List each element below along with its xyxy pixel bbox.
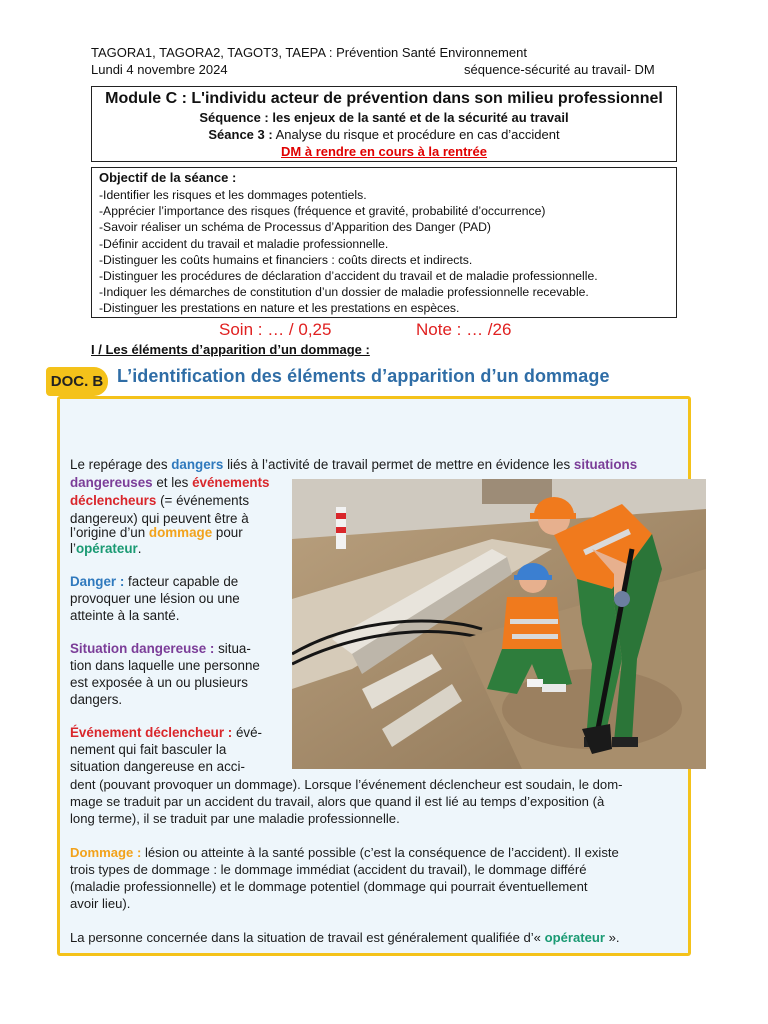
header-sequence-tag: séquence-sécurité au travail- DM: [464, 62, 655, 77]
intro-line-4: dangereux) qui peuvent être à: [70, 511, 249, 526]
danger-def-1: Danger : facteur capable de: [70, 574, 239, 589]
evenement-def-3: situation dangereuse en acci-: [70, 759, 245, 774]
note-score: Note : … /26: [416, 320, 512, 339]
situation-def-1: Situation dangereuse : situa-: [70, 641, 251, 656]
objectives-heading: Objectif de la séance :: [99, 170, 237, 185]
evenement-def-6: long terme), il se traduit par une maladie professionnelle.: [70, 811, 400, 826]
sequence-title: Séquence : les enjeux de la santé et de la sécurité au travail: [199, 110, 569, 125]
term-dangereuses: dangereuses: [70, 475, 153, 490]
objective-item: -Distinguer les procédures de déclaration d’accident du travail et de maladie professionnelle.: [99, 269, 598, 284]
dommage-def-2: trois types de dommage : le dommage immédiat (accident du travail), le dommage différé: [70, 862, 587, 877]
intro-line-3: déclencheurs (= événements: [70, 493, 250, 508]
closing-line: La personne concernée dans la situation de travail est généralement qualifiée d’« opérateur ».: [70, 930, 620, 945]
evenement-def-4: dent (pouvant provoquer un dommage). Lorsque l’événement déclencheur est soudain, le dom-: [70, 777, 623, 792]
situation-def-3: est exposée à un ou plusieurs: [70, 675, 248, 690]
term-declencheurs: déclencheurs: [70, 493, 157, 508]
evenement-def-2: nement qui fait basculer la: [70, 742, 227, 757]
dommage-def-3: (maladie professionnelle) et le dommage potentiel (dommage qui pourrait éventuellement: [70, 879, 588, 894]
term-situations: situations: [573, 457, 638, 472]
section-title: I / Les éléments d’apparition d’un dommage :: [91, 342, 370, 357]
evenement-def-5: mage se traduit par un accident du travail, alors que quand il est lié au temps d’exposition (à: [70, 794, 605, 809]
objective-item: -Distinguer les coûts humains et financiers : coûts directs et indirects.: [99, 252, 473, 267]
seance-text: Analyse du risque et procédure en cas d’accident: [272, 127, 560, 142]
term-dommage: dommage: [148, 525, 213, 540]
seance-line: [92, 126, 676, 143]
seance-label: Séance 3 :: [208, 127, 273, 142]
objective-item: -Indiquer les démarches de constitution d’un dossier de maladie professionnelle recevable.: [99, 285, 589, 300]
objectives-box: [91, 167, 677, 318]
objective-item: -Distinguer les prestations en nature et les prestations en espèces.: [99, 301, 460, 316]
objective-item: -Définir accident du travail et maladie professionnelle.: [99, 236, 389, 251]
header-course-line: TAGORA1, TAGORA2, TAGOT3, TAEPA : Prévention Santé Environnement: [91, 45, 527, 60]
intro-line-6: l’opérateur.: [70, 541, 142, 556]
objective-item: -Savoir réaliser un schéma de Processus d’Apparition des Danger (PAD): [99, 220, 491, 235]
workers-photo: [292, 479, 706, 769]
situation-def-2: tion dans laquelle une personne: [70, 658, 260, 673]
header-date: Lundi 4 novembre 2024: [91, 62, 228, 77]
situation-def-4: dangers.: [70, 692, 123, 707]
doc-badge: DOC. B: [46, 367, 108, 396]
objectives-list: [99, 187, 670, 317]
objective-item: -Apprécier l’importance des risques (fréquence et gravité, probabilité d’occurrence): [99, 204, 546, 219]
intro-line-2: dangereuses et les événements: [70, 475, 270, 490]
evenement-def-1: Événement déclencheur : évé-: [70, 725, 263, 740]
soin-score: Soin : … / 0,25: [219, 320, 332, 339]
module-box: [91, 86, 677, 162]
doc-title: L’identification des éléments d’apparition d’un dommage: [117, 366, 610, 386]
term-dangers: dangers: [171, 457, 224, 472]
danger-def-2: provoquer une lésion ou une: [70, 591, 240, 606]
intro-line-1: Le repérage des dangers liés à l’activité de travail permet de mettre en évidence les situations: [70, 457, 638, 472]
term-operateur: opérateur: [75, 541, 138, 556]
objective-item: -Identifier les risques et les dommages potentiels.: [99, 188, 367, 202]
term-evenements: événements: [192, 475, 270, 490]
module-title: Module C : L'individu acteur de prévention dans son milieu professionnel: [105, 90, 663, 107]
construction-workers-image: [292, 479, 706, 769]
dommage-def-4: avoir lieu).: [70, 896, 131, 911]
dommage-def-1: Dommage : lésion ou atteinte à la santé possible (c’est la conséquence de l’accident). Il existe: [70, 845, 619, 860]
dm-notice: DM à rendre en cours à la rentrée: [281, 144, 487, 159]
dm-notice-line: [92, 143, 676, 160]
intro-line-5: l’origine d’un dommage pour: [70, 525, 243, 540]
danger-def-3: atteinte à la santé.: [70, 608, 180, 623]
